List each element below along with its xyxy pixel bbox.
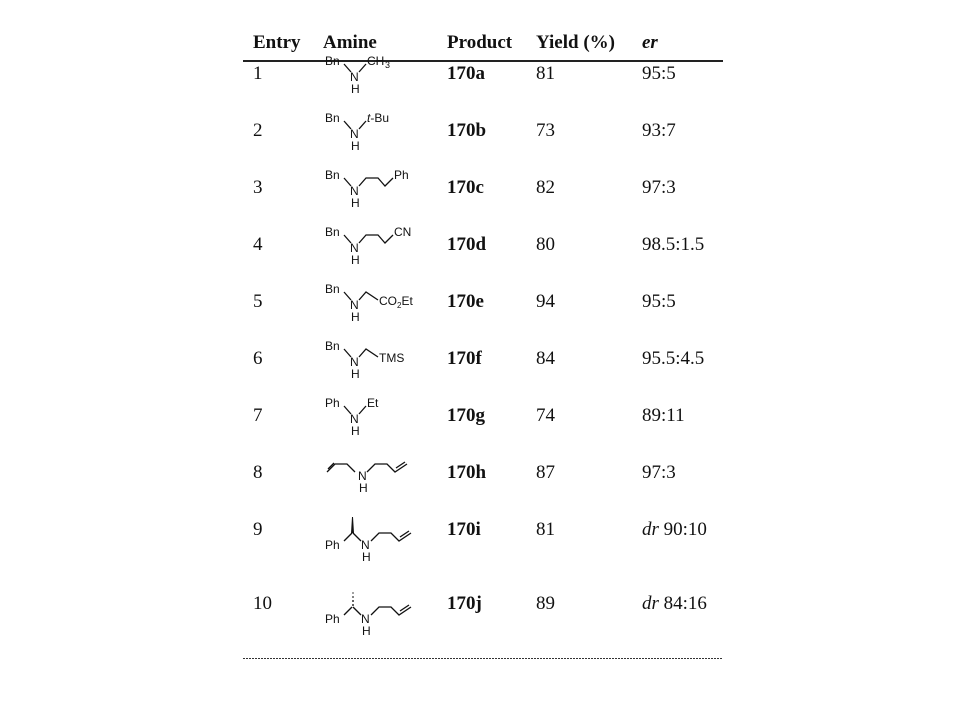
yield-value: 74	[536, 405, 555, 426]
svg-text:H: H	[362, 550, 371, 564]
header-er: er	[642, 32, 658, 53]
header-yield: Yield (%)	[536, 32, 615, 53]
yield-value: 80	[536, 234, 555, 255]
svg-text:Bn: Bn	[325, 225, 340, 239]
svg-text:H: H	[351, 367, 360, 381]
yield-value: 89	[536, 593, 555, 614]
amine-structure	[323, 226, 433, 276]
entry-number: 2	[253, 120, 263, 141]
product-id: 170a	[447, 63, 485, 84]
product-id: 170f	[447, 348, 482, 369]
svg-text:H: H	[351, 196, 360, 210]
er-value: 95:5	[642, 291, 676, 312]
svg-text:N: N	[350, 184, 359, 198]
er-value: 95:5	[642, 63, 676, 84]
svg-text:H: H	[362, 624, 371, 638]
svg-text:N: N	[350, 412, 359, 426]
svg-text:N: N	[358, 469, 367, 483]
entry-number: 7	[253, 405, 263, 426]
header-amine: Amine	[323, 32, 377, 53]
svg-text:3: 3	[385, 60, 391, 70]
header-product: Product	[447, 32, 513, 53]
product-id: 170h	[447, 462, 487, 483]
svg-text:Bn: Bn	[325, 339, 340, 353]
table-row	[243, 339, 723, 404]
table-row	[243, 519, 723, 575]
svg-text:H: H	[351, 139, 360, 153]
table-row	[243, 111, 723, 176]
er-value: dr 90:10	[642, 519, 707, 540]
amine-structure	[323, 169, 433, 219]
er-value: 97:3	[642, 177, 676, 198]
yield-value: 87	[536, 462, 555, 483]
amine-structure	[323, 397, 433, 447]
amine-structure	[323, 55, 433, 105]
svg-text:H: H	[351, 310, 360, 324]
svg-text:Ph: Ph	[325, 612, 340, 626]
amine-structure	[323, 511, 433, 571]
er-value: 97:3	[642, 462, 676, 483]
svg-text:N: N	[350, 241, 359, 255]
product-id: 170g	[447, 405, 485, 426]
wedge-bond-icon	[351, 517, 354, 533]
er-value: 89:11	[642, 405, 685, 426]
table-row	[243, 54, 723, 119]
svg-text:H: H	[359, 481, 368, 495]
svg-text:CN: CN	[394, 225, 412, 239]
product-id: 170e	[447, 291, 484, 312]
table-row	[243, 462, 723, 518]
svg-text:CH: CH	[367, 54, 385, 68]
product-id: 170j	[447, 593, 482, 614]
svg-text:Bn: Bn	[325, 168, 340, 182]
left-group: Bn	[325, 54, 340, 68]
svg-text:Bn: Bn	[325, 111, 340, 125]
entry-number: 9	[253, 519, 263, 540]
table-row	[243, 396, 723, 461]
er-value: 98.5:1.5	[642, 234, 705, 255]
svg-text:Ph: Ph	[394, 168, 409, 182]
yield-value: 84	[536, 348, 555, 369]
footer-rule	[243, 658, 723, 659]
header-rule	[243, 60, 723, 62]
svg-text:N: N	[350, 355, 359, 369]
svg-text:N: N	[350, 298, 359, 312]
entry-number: 3	[253, 177, 263, 198]
svg-text:CO2Et: $CO_2Et$	[379, 294, 413, 310]
svg-text:t-Bu: t-Bu	[367, 111, 390, 125]
header-entry: Entry	[253, 32, 301, 53]
hash-bond-icon	[352, 593, 354, 605]
table-row	[243, 168, 723, 233]
amine-structure	[323, 454, 433, 504]
svg-text:H: H	[351, 253, 360, 267]
er-value: dr 84:16	[642, 593, 707, 614]
svg-text:Et: Et	[367, 396, 379, 410]
svg-text:N: N	[361, 538, 370, 552]
svg-text:Bn: Bn	[325, 282, 340, 296]
entry-number: 6	[253, 348, 263, 369]
svg-text:H: H	[351, 424, 360, 438]
svg-text:N: N	[350, 70, 359, 84]
yield-value: 73	[536, 120, 555, 141]
svg-text:N: N	[361, 612, 370, 626]
amine-structure	[323, 112, 433, 162]
er-value: 93:7	[642, 120, 676, 141]
table-row	[243, 282, 723, 347]
table-row	[243, 225, 723, 290]
yield-value: 81	[536, 63, 555, 84]
entry-number: 1	[253, 63, 263, 84]
svg-text:Ph: Ph	[325, 538, 340, 552]
yield-value: 82	[536, 177, 555, 198]
amine-structure	[323, 283, 433, 333]
entry-number: 10	[253, 593, 272, 614]
product-id: 170i	[447, 519, 481, 540]
amine-structure	[323, 340, 433, 390]
svg-text:H: H	[351, 82, 360, 96]
entry-number: 5	[253, 291, 263, 312]
entry-number: 8	[253, 462, 263, 483]
svg-text:N: N	[350, 127, 359, 141]
amine-structure	[323, 585, 433, 645]
svg-text:Ph: Ph	[325, 396, 340, 410]
entry-number: 4	[253, 234, 263, 255]
svg-text:TMS: TMS	[379, 351, 405, 365]
yield-value: 81	[536, 519, 555, 540]
product-id: 170d	[447, 234, 487, 255]
yield-value: 94	[536, 291, 555, 312]
product-id: 170b	[447, 120, 487, 141]
table-row	[243, 593, 723, 649]
product-id: 170c	[447, 177, 484, 198]
er-value: 95.5:4.5	[642, 348, 705, 369]
